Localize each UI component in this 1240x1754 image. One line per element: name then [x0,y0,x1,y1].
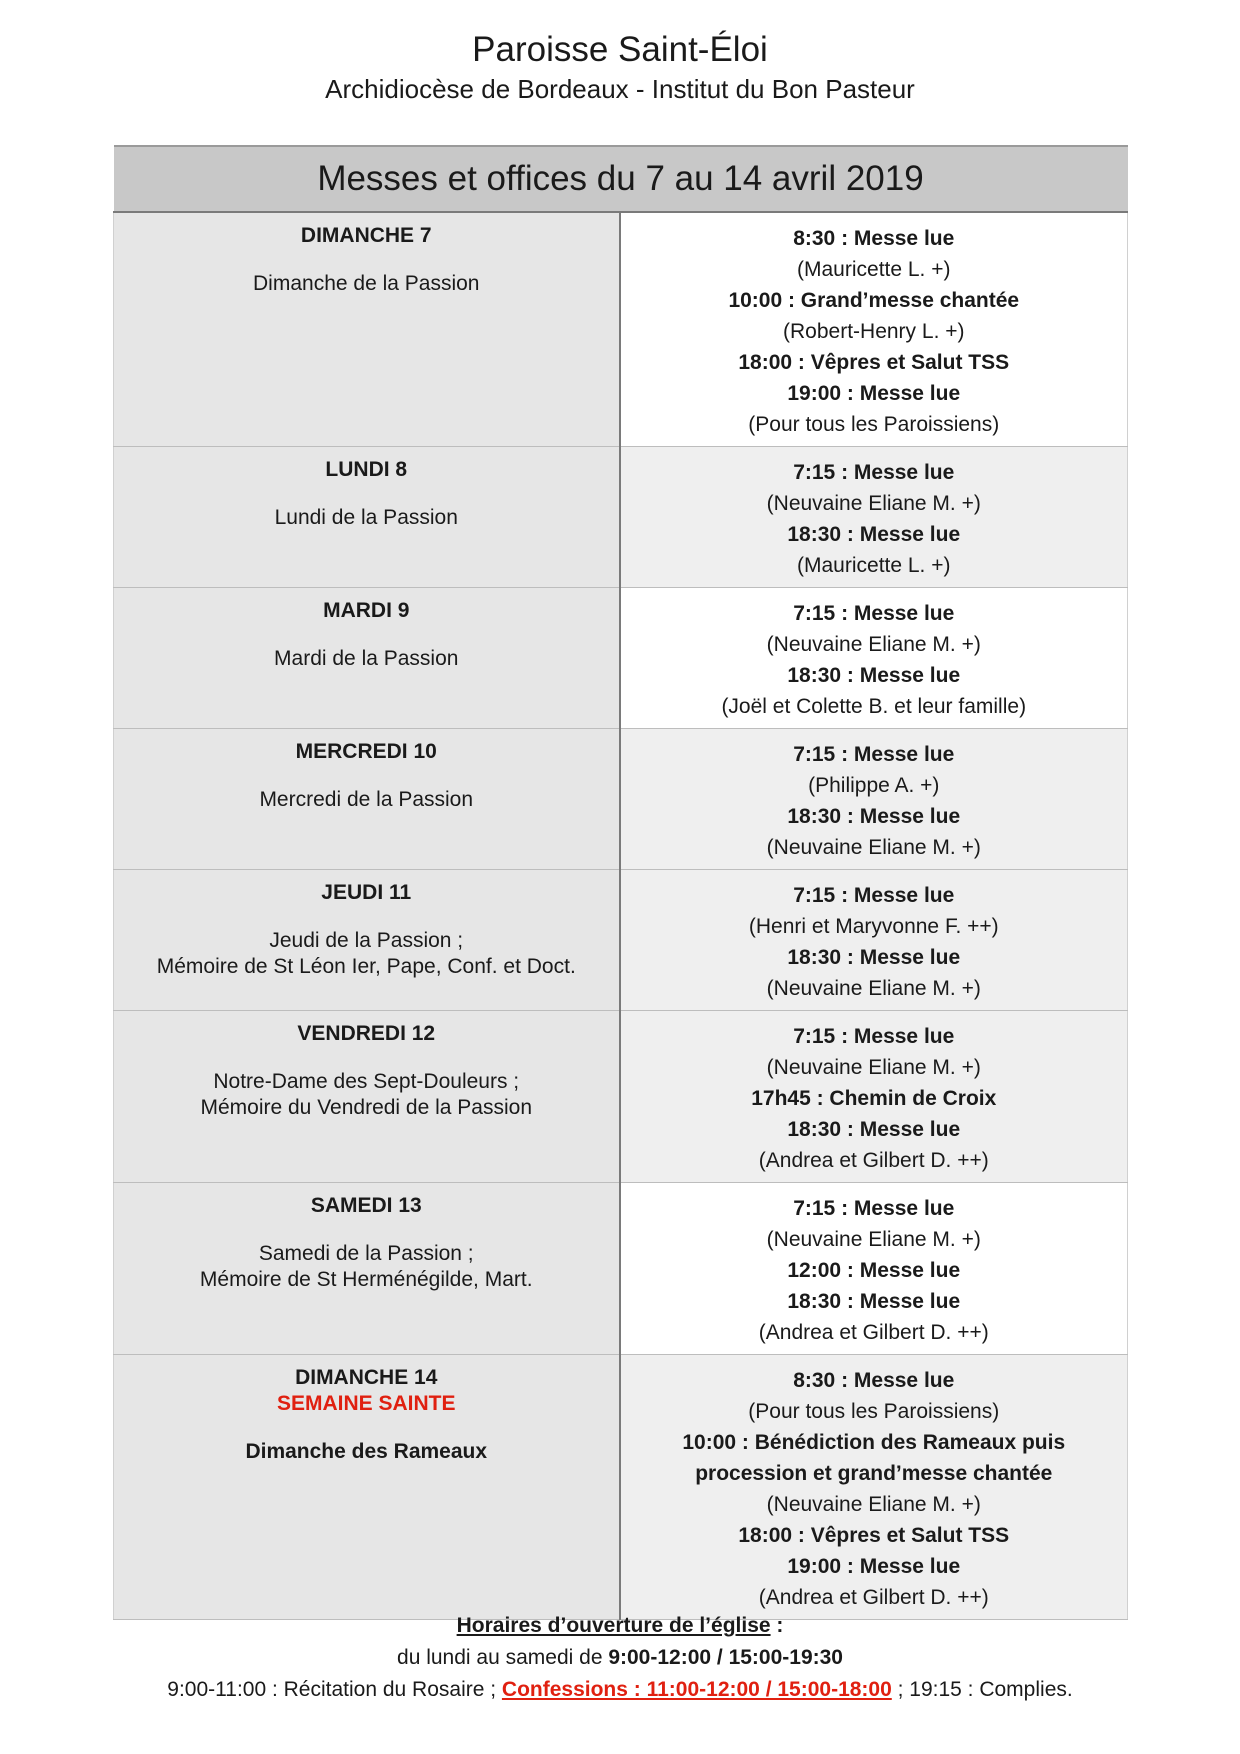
service-label: 7:15 : Messe lue [793,602,955,625]
feast-line: Dimanche des Rameaux [245,1440,488,1463]
opening-hours [0,1610,1240,1706]
feast-description [120,505,613,531]
feast-line: Mercredi de la Passion [259,788,474,811]
mass-intention: (Robert-Henry L. +) [783,320,965,343]
service-label: 18:30 : Messe lue [787,523,961,546]
day-name: VENDREDI 12 [297,1022,436,1045]
service-label: 17h45 : Chemin de Croix [751,1087,997,1110]
day-cell [114,447,620,588]
service-time [627,1551,1122,1582]
service-time [627,1255,1122,1286]
feast-line: Jeudi de la Passion ; [269,929,464,952]
service-label: 10:00 : Grand’messe chantée [728,289,1020,312]
services-cell [620,729,1128,870]
services-cell [620,870,1128,1011]
page-header [0,28,1240,106]
feast-line: Dimanche de la Passion [253,272,480,295]
service-time [627,1520,1122,1551]
services-cell [620,447,1128,588]
service-time [627,223,1122,254]
mass-intention: (Mauricette L. +) [797,554,951,577]
day-name: MARDI 9 [323,599,410,622]
service-time [627,1114,1122,1145]
mass-intention: (Pour tous les Paroissiens) [748,413,1000,436]
day-name: DIMANCHE 7 [300,224,432,247]
day-tag: SEMAINE SAINTE [276,1392,456,1415]
service-time [627,519,1122,550]
service-time [627,880,1122,911]
service-label: 18:00 : Vêpres et Salut TSS [738,351,1010,374]
mass-intention: (Andrea et Gilbert D. ++) [758,1149,989,1172]
service-label: 8:30 : Messe lue [793,1369,955,1392]
service-time [627,285,1122,316]
day-row [114,212,1128,447]
feast-description [120,646,613,672]
service-time [627,1193,1122,1224]
feast-line: Mémoire de St Herménégilde, Mart. [199,1268,533,1291]
service-label: 7:15 : Messe lue [793,1025,955,1048]
service-label: 18:30 : Messe lue [787,1118,961,1141]
day-name: DIMANCHE 14 [295,1366,438,1389]
feast-line: Samedi de la Passion ; [258,1242,474,1265]
day-name: SAMEDI 13 [310,1194,422,1217]
mass-intention: (Henri et Maryvonne F. ++) [748,915,999,938]
mass-intention: (Joël et Colette B. et leur famille) [721,695,1027,718]
service-label: 7:15 : Messe lue [793,461,955,484]
feast-line: Lundi de la Passion [274,506,458,529]
service-label-continued: procession et grand’messe chantée [695,1462,1053,1485]
service-label: 18:30 : Messe lue [787,664,961,687]
service-label: 18:00 : Vêpres et Salut TSS [738,1524,1010,1547]
feast-description [120,271,613,297]
service-label: 7:15 : Messe lue [793,1197,955,1220]
day-row [114,1011,1128,1183]
mass-intention: (Neuvaine Eliane M. +) [766,1493,981,1516]
service-time [627,739,1122,770]
confessions-hours: Confessions : 11:00-12:00 / 15:00-18:00 [501,1678,892,1701]
mass-intention: (Neuvaine Eliane M. +) [766,633,981,656]
day-row [114,588,1128,729]
weekday-hours-line [0,1642,1240,1674]
feast-line: Mémoire de St Léon Ier, Pape, Conf. et Doct. [156,955,576,978]
service-label: 10:00 : Bénédiction des Rameaux puis [682,1431,1066,1454]
rosary-time: 9:00-11:00 : Récitation du Rosaire ; [167,1678,502,1701]
service-label: 7:15 : Messe lue [793,743,955,766]
services-cell [620,1011,1128,1183]
opening-hours-heading-line [0,1610,1240,1642]
service-label: 19:00 : Messe lue [787,382,961,405]
service-label: 7:15 : Messe lue [793,884,955,907]
service-label: 18:30 : Messe lue [787,805,961,828]
day-row [114,870,1128,1011]
day-row [114,1355,1128,1620]
services-cell [620,212,1128,447]
service-time [627,801,1122,832]
service-label: 19:00 : Messe lue [787,1555,961,1578]
service-label: 12:00 : Messe lue [787,1259,961,1282]
feast-description [120,1439,613,1465]
feast-line: Notre-Dame des Sept-Douleurs ; [213,1070,520,1093]
compline-time: ; 19:15 : Complies. [891,1678,1073,1701]
service-time [627,1427,1122,1458]
mass-schedule-table [113,145,1128,1620]
opening-hours-heading-colon: : [770,1614,784,1637]
service-time-continued [627,1458,1122,1489]
mass-intention: (Neuvaine Eliane M. +) [766,836,981,859]
service-time [627,1021,1122,1052]
mass-intention: (Philippe A. +) [808,774,940,797]
services-cell [620,1355,1128,1620]
day-row [114,729,1128,870]
day-row [114,447,1128,588]
feast-line: Mémoire du Vendredi de la Passion [200,1096,533,1119]
service-time [627,457,1122,488]
service-label: 18:30 : Messe lue [787,1290,961,1313]
day-cell [114,212,620,447]
daily-offices-line [0,1674,1240,1706]
day-cell [114,870,620,1011]
service-time [627,598,1122,629]
day-name: MERCREDI 10 [295,740,437,763]
feast-description [120,787,613,813]
weekday-hours: 9:00-12:00 / 15:00-19:30 [608,1646,843,1669]
service-label: 8:30 : Messe lue [793,227,955,250]
service-time [627,1365,1122,1396]
mass-intention: (Neuvaine Eliane M. +) [766,492,981,515]
service-time [627,1083,1122,1114]
day-cell [114,1011,620,1183]
day-cell [114,1355,620,1620]
day-row [114,1183,1128,1355]
feast-description [120,1069,613,1121]
mass-intention: (Andrea et Gilbert D. ++) [758,1321,989,1344]
service-time [627,942,1122,973]
mass-intention: (Neuvaine Eliane M. +) [766,977,981,1000]
service-time [627,660,1122,691]
weekday-hours-prefix: du lundi au samedi de [397,1646,609,1669]
mass-intention: (Andrea et Gilbert D. ++) [758,1586,989,1609]
day-name: LUNDI 8 [325,458,408,481]
mass-intention: (Mauricette L. +) [797,258,951,281]
parish-title: Paroisse Saint-Éloi [472,30,768,69]
service-time [627,1286,1122,1317]
day-cell [114,1183,620,1355]
services-cell [620,588,1128,729]
mass-intention: (Pour tous les Paroissiens) [748,1400,1000,1423]
service-label: 18:30 : Messe lue [787,946,961,969]
services-cell [620,1183,1128,1355]
opening-hours-heading: Horaires d’ouverture de l’église [456,1614,771,1637]
schedule-body [114,212,1128,1620]
service-time [627,378,1122,409]
parish-subtitle: Archidiocèse de Bordeaux - Institut du Bon Pasteur [325,74,915,104]
schedule-heading: Messes et offices du 7 au 14 avril 2019 [114,146,1128,212]
feast-description [120,1241,613,1293]
day-cell [114,729,620,870]
service-time [627,347,1122,378]
day-cell [114,588,620,729]
mass-intention: (Neuvaine Eliane M. +) [766,1056,981,1079]
mass-intention: (Neuvaine Eliane M. +) [766,1228,981,1251]
feast-line: Mardi de la Passion [274,647,459,670]
day-name: JEUDI 11 [321,881,412,904]
feast-description [120,928,613,980]
